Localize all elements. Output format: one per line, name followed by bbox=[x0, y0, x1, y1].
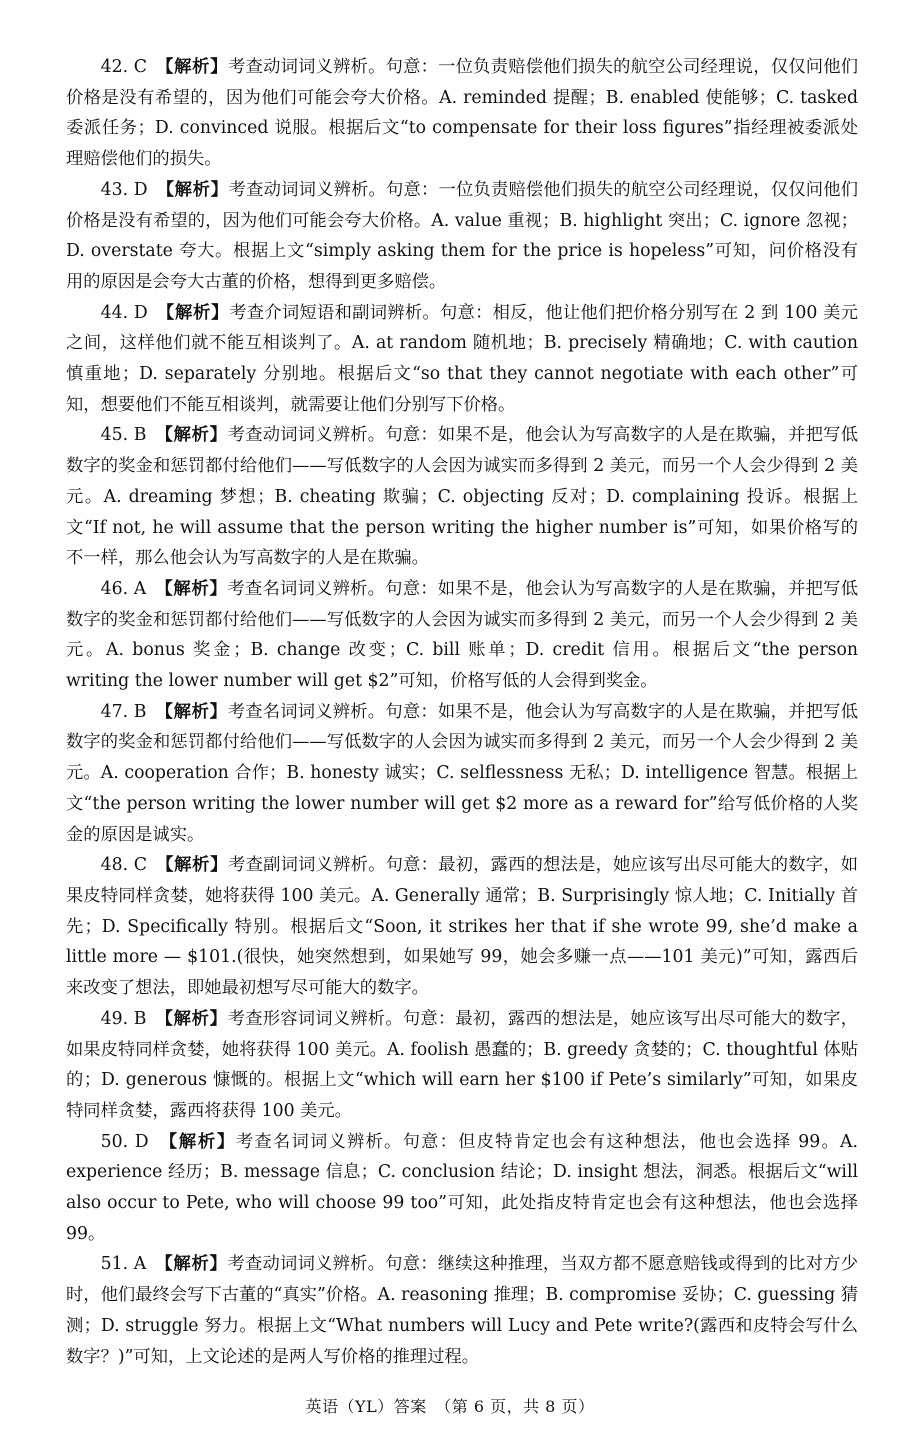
explanation-49 bbox=[66, 1004, 858, 1127]
question-number: 48. C bbox=[100, 855, 148, 876]
explanation-48 bbox=[66, 850, 858, 1004]
question-number: 46. A bbox=[100, 578, 147, 599]
explanation-50 bbox=[66, 1127, 858, 1250]
question-number: 51. A bbox=[100, 1254, 147, 1275]
explanation-46 bbox=[66, 574, 858, 697]
explanation-45 bbox=[66, 420, 858, 574]
explanation-text: 考查介词短语和副词辨析。句意：相反，他让他们把价格分别写在 2 到 100 美元之间，这样他们就不能互相谈判了。A. at random 随机地；B. precisely 精确地；C. with caution 慎重地；D. separately 分别地。根据后文“so that they cannot negotiate with each other”可知，想要他们不能互相谈判，就需要让他们分别写下价格。 bbox=[66, 302, 858, 415]
analysis-tag: 【解析】 bbox=[164, 701, 228, 722]
explanations bbox=[66, 52, 858, 1372]
analysis-tag: 【解析】 bbox=[165, 302, 230, 323]
explanation-47 bbox=[66, 697, 858, 851]
question-number: 43. D bbox=[100, 179, 148, 200]
question-number: 47. B bbox=[100, 701, 147, 722]
explanation-text: 考查名词词义辨析。句意：如果不是，他会认为写高数字的人是在欺骗，并把写低数字的奖金和惩罚都付给他们——写低数字的人会因为诚实而多得到 2 美元，而另一个人会少得到 2 美元。A. bonus 奖金；B. change 改变；C. bill 账单；D. credit 信用。根据后文“the person writing the lower number will get $2”可知，价格写低的人会得到奖金。 bbox=[66, 578, 858, 692]
explanation-51 bbox=[66, 1249, 858, 1372]
explanation-42 bbox=[66, 52, 858, 175]
analysis-tag: 【解析】 bbox=[164, 425, 228, 446]
analysis-tag: 【解析】 bbox=[164, 855, 229, 876]
explanation-44 bbox=[66, 298, 858, 421]
page-footer: 英语（YL）答案 （第 6 页，共 8 页） bbox=[305, 1397, 595, 1416]
analysis-tag: 【解析】 bbox=[168, 1131, 236, 1152]
explanation-text: 考查动词词义辨析。句意：继续这种推理，当双方都不愿意赔钱或得到的比对方少时，他们最终会写下古董的“真实”价格。A. reasoning 推理；B. compromise 妥协；C. guessing 猜测；D. struggle 努力。根据上文“What numbers will Lucy and Pete write?(露西和皮特会写什么数字？)”可知，上文论述的是两人写价格的推理过程。 bbox=[66, 1254, 858, 1367]
analysis-tag: 【解析】 bbox=[165, 179, 229, 200]
analysis-tag: 【解析】 bbox=[164, 1254, 228, 1275]
analysis-tag: 【解析】 bbox=[164, 57, 229, 77]
explanation-text: 考查动词词义辨析。句意：一位负责赔偿他们损失的航空公司经理说，仅仅问他们价格是没有希望的，因为他们可能会夸大价格。A. reminded 提醒；B. enabled 使能够；C. tasked 委派任务；D. convinced 说服。根据后文“to compensate for their loss figures”指经理被委派处理赔偿他们的损失。 bbox=[66, 57, 858, 170]
explanation-text: 考查形容词词义辨析。句意：最初，露西的想法是，她应该写出尽可能大的数字，如果皮特同样贪婪，她将获得 100 美元。A. foolish 愚蠢的；B. greedy 贪婪的；C. thoughtful 体贴的；D. generous 慷慨的。根据上文“which will earn her $100 if Pete’s similarly”可知，如果皮特同样贪婪，露西将获得 100 美元。 bbox=[66, 1008, 858, 1121]
explanation-text: 考查动词词义辨析。句意：一位负责赔偿他们损失的航空公司经理说，仅仅问他们价格是没有希望的，因为他们可能会夸大价格。A. value 重视；B. highlight 突出；C. ignore 忽视；D. overstate 夸大。根据上文“simply asking them for the price is hopeless”可知，问价格没有用的原因是会夸大古董的价格，想得到更多赔偿。 bbox=[66, 179, 858, 292]
question-number: 45. B bbox=[100, 425, 147, 446]
explanation-43 bbox=[66, 175, 858, 298]
explanation-text: 考查动词词义辨析。句意：如果不是，他会认为写高数字的人是在欺骗，并把写低数字的奖金和惩罚都付给他们——写低数字的人会因为诚实而多得到 2 美元，而另一个人会少得到 2 美元。A. dreaming 梦想；B. cheating 欺骗；C. objecting 反对；D. complaining 投诉。根据上文“If not, he will assume that the person writing the higher number is”可知，如果价格写的不一样，那么他会认为写高数字的人是在欺骗。 bbox=[66, 425, 858, 569]
question-number: 50. D bbox=[100, 1131, 149, 1152]
question-number: 44. D bbox=[100, 302, 148, 323]
question-number: 42. C bbox=[100, 57, 148, 77]
explanation-text: 考查名词词义辨析。句意：如果不是，他会认为写高数字的人是在欺骗，并把写低数字的奖金和惩罚都付给他们——写低数字的人会因为诚实而多得到 2 美元，而另一个人会少得到 2 美元。A. cooperation 合作；B. honesty 诚实；C. selflessness 无私；D. intelligence 智慧。根据上文“the person writing the lower number will get $2 more as a reward for”给写低价格的人奖金的原因是诚实。 bbox=[66, 701, 858, 845]
explanation-text: 考查副词词义辨析。句意：最初，露西的想法是，她应该写出尽可能大的数字，如果皮特同样贪婪，她将获得 100 美元。A. Generally 通常；B. Surprisingly 惊人地；C. Initially 首先；D. Specifically 特别。根据后文“Soon, it strikes her that if she wrote 99, she’d make a little more — $101.(很快，她突然想到，如果她写 99，她会多赚一点——101 美元)”可知，露西后来改变了想法，即她最初想写尽可能大的数字。 bbox=[66, 855, 858, 999]
explanation-text: 考查名词词义辨析。句意：但皮特肯定也会有这种想法，他也会选择 99。A. experience 经历；B. message 信息；C. conclusion 结论；D. insight 想法，洞悉。根据后文“will also occur to Pete, who will choose 99 too”可知，此处指皮特肯定也会有这种想法，他也会选择 99。 bbox=[66, 1131, 858, 1244]
question-number: 49. B bbox=[100, 1008, 147, 1029]
analysis-tag: 【解析】 bbox=[164, 1008, 228, 1029]
analysis-tag: 【解析】 bbox=[164, 578, 228, 599]
